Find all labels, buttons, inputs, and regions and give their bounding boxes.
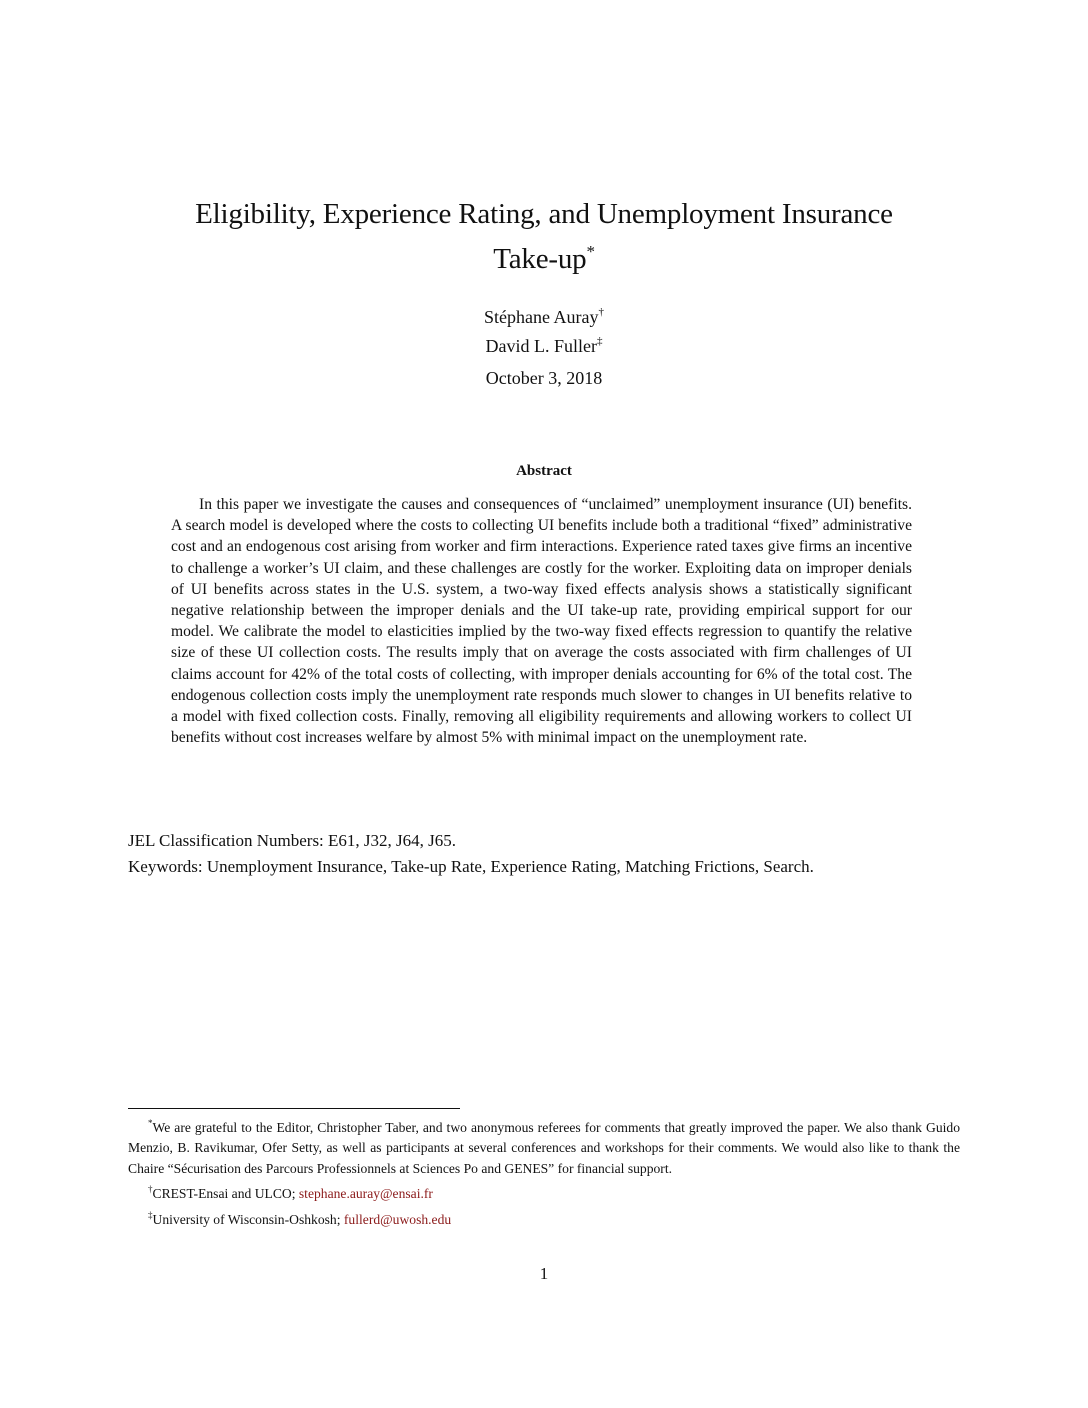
footnote-text: University of Wisconsin-Oshkosh; (152, 1211, 344, 1227)
author (120, 300, 968, 329)
author-footnote-mark: † (598, 306, 604, 318)
page-number: 1 (539, 1264, 549, 1283)
title-line-2: Take-up (493, 243, 587, 275)
paper-date: October 3, 2018 (485, 368, 603, 388)
footnote-divider (128, 1108, 460, 1109)
email-link[interactable]: fullerd@uwosh.edu (343, 1211, 452, 1227)
jel-classification: JEL Classification Numbers: E61, J32, J64, J65. (128, 831, 457, 850)
author-name: Stéphane Auray (484, 307, 599, 327)
author (120, 329, 968, 358)
footnote-mark: † (148, 1184, 153, 1195)
email-link[interactable]: stephane.auray@ensai.fr (298, 1186, 433, 1202)
footnote-affiliation-auray (128, 1179, 960, 1204)
footnotes (128, 1113, 960, 1230)
title-line-1: Eligibility, Experience Rating, and Unemployment Insurance (195, 198, 893, 230)
author-name: David L. Fuller (485, 336, 597, 356)
title-footnote-mark: * (586, 242, 595, 261)
abstract-text: In this paper we investigate the causes and consequences of “unclaimed” unemployment insurance (UI) benefits. A search model is developed where the costs to collecting UI benefits include both a traditional “fixed” administrative cost and an endogenous cost arising from worker and firm interactions. Experience rated taxes give firms an incentive to challenge a worker’s UI claim, and these challenges are costly for the worker. Exploiting data on improper denials of UI benefits across states in the U.S. system, a two-way fixed effects analysis shows a statistically significant negative relationship between the improper denials and the UI take-up rate, providing empirical support for our model. We calibrate the model to elasticities implied by the two-way fixed effects regression to quantify the relative size of these UI collection costs. The results imply that on average the costs associated with firm challenges of UI claims account for 42% of the total costs of collecting, with improper denials accounting for 6% of the total cost. The endogenous collection costs imply the unemployment rate responds much slower to changes in UI benefits relative to a model with fixed collection costs. Finally, removing all eligibility requirements and allowing workers to collect UI benefits without cost increases welfare by almost 5% with minimal impact on the unemployment rate. (171, 496, 912, 747)
footnote-text: CREST-Ensai and ULCO; (152, 1186, 299, 1202)
keywords: Keywords: Unemployment Insurance, Take-up Rate, Experience Rating, Matching Frictions, Search. (128, 857, 814, 876)
author-footnote-mark: ‡ (596, 335, 603, 347)
paper-title (120, 196, 968, 278)
footnote-mark: ‡ (148, 1209, 153, 1220)
abstract-heading: Abstract (516, 463, 572, 479)
footnote-acknowledgements (128, 1113, 960, 1179)
footnote-mark: * (148, 1118, 153, 1128)
footnote-affiliation-fuller (128, 1205, 960, 1230)
paper-metadata (128, 828, 988, 880)
author-list (120, 300, 968, 358)
footnote-text: We are grateful to the Editor, Christopher Taber, and two anonymous referees for comments that greatly improved the paper. We also thank Guido Menzio, B. Ravikumar, Ofer Setty, as well as participants at several conferences and workshops for their comments. We would also like to thank the Chaire “Sécurisation des Parcours Professionnels at Sciences Po and GENES” for financial support. (128, 1120, 960, 1176)
